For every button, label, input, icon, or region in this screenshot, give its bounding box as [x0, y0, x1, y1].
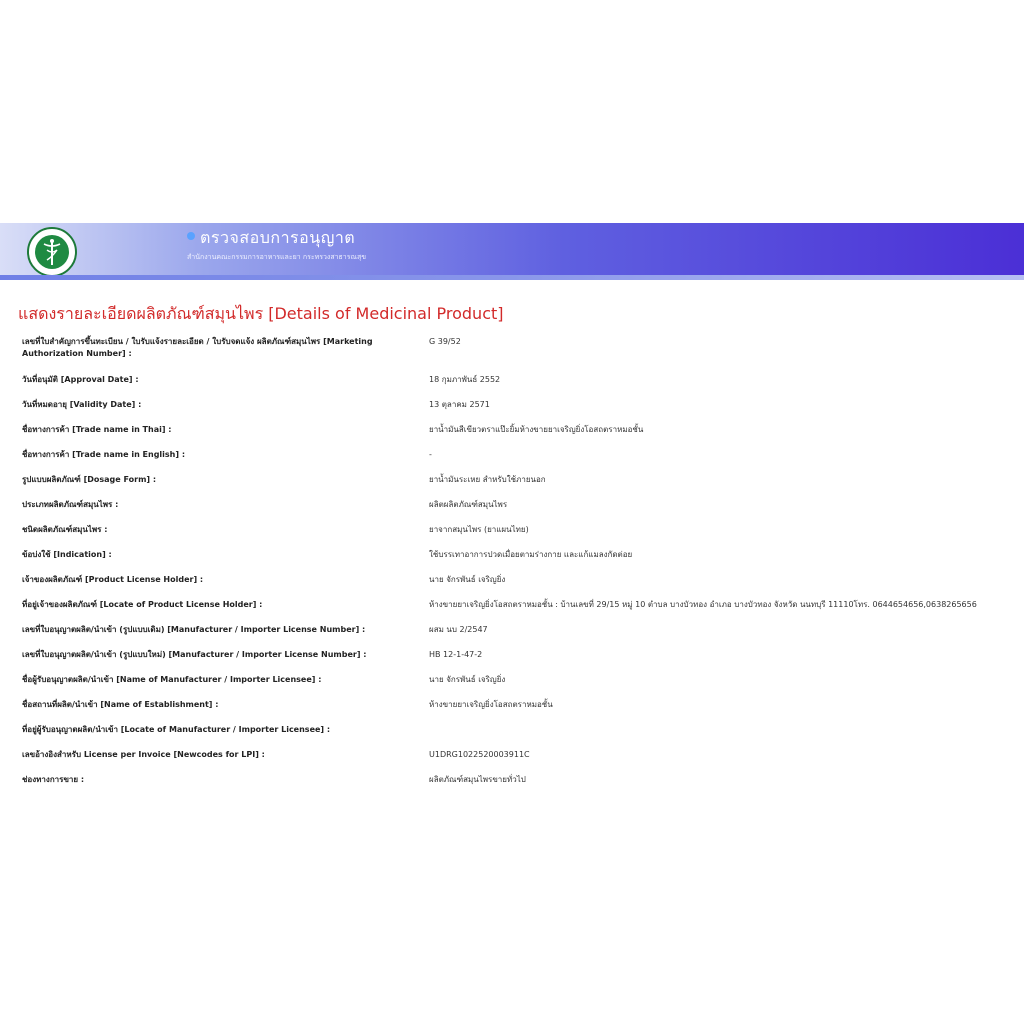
detail-label: ชื่อผู้รับอนุญาตผลิต/นำเข้า [Name of Manufacturer / Importer Licensee] : — [22, 675, 322, 684]
detail-value: นาย จักรพันธ์ เจริญยิ่ง — [429, 575, 506, 584]
detail-value: ผลิตผลิตภัณฑ์สมุนไพร — [429, 500, 508, 509]
details-heading: แสดงรายละเอียดผลิตภัณฑ์สมุนไพร [Details of Medicinal Product] — [18, 304, 504, 323]
detail-label: รูปแบบผลิตภัณฑ์ [Dosage Form] : — [22, 475, 157, 484]
detail-label: ประเภทผลิตภัณฑ์สมุนไพร : — [22, 500, 119, 509]
detail-label: เลขที่ใบอนุญาตผลิต/นำเข้า (รูปแบบเดิม) [Manufacturer / Importer License Number] : — [22, 625, 366, 634]
detail-label: วันที่หมดอายุ [Validity Date] : — [22, 400, 142, 409]
page-subtitle: สำนักงานคณะกรรมการอาหารและยา กระทรวงสาธารณสุข — [187, 253, 367, 261]
detail-value: ยาน้ำมันระเหย สำหรับใช้ภายนอก — [429, 475, 546, 484]
detail-value: ใช้บรรเทาอาการปวดเมื่อยตามร่างกาย และแก้แมลงกัดต่อย — [429, 550, 633, 559]
detail-value: - — [429, 450, 432, 459]
detail-value: G 39/52 — [429, 337, 461, 346]
detail-value: ยาน้ำมันสีเขียวตราแป๊ะยิ้มห้างขายยาเจริญยิ่งโอสถตราหมอชั้น — [429, 425, 644, 434]
detail-label: วันที่อนุมัติ [Approval Date] : — [22, 375, 139, 384]
caduceus-icon — [35, 235, 69, 269]
detail-value: ผสม นบ 2/2547 — [429, 625, 488, 634]
page-title: ตรวจสอบการอนุญาต — [200, 228, 356, 247]
banner-underline — [0, 275, 1024, 280]
detail-value: ผลิตภัณฑ์สมุนไพรขายทั่วไป — [429, 775, 526, 784]
logo-emblem — [35, 235, 69, 269]
detail-value: HB 12-1-47-2 — [429, 650, 483, 659]
detail-label: ชนิดผลิตภัณฑ์สมุนไพร : — [22, 525, 108, 534]
detail-value: นาย จักรพันธ์ เจริญยิ่ง — [429, 675, 506, 684]
detail-value: ห้างขายยาเจริญยิ่งโอสถตราหมอชั้น — [429, 700, 553, 709]
detail-label: ช่องทางการขาย : — [22, 775, 85, 784]
detail-value: 13 ตุลาคม 2571 — [429, 400, 490, 409]
detail-label: ชื่อทางการค้า [Trade name in English] : — [22, 450, 186, 459]
detail-label: เลขที่ใบอนุญาตผลิต/นำเข้า (รูปแบบใหม่) [Manufacturer / Importer License Number] : — [22, 650, 367, 659]
detail-label: ที่อยู่ผู้รับอนุญาตผลิต/นำเข้า [Locate of Manufacturer / Importer Licensee] : — [22, 725, 331, 734]
detail-label: ชื่อสถานที่ผลิต/นำเข้า [Name of Establishment] : — [22, 700, 219, 709]
detail-label: เลขอ้างอิงสำหรับ License per Invoice [Newcodes for LPI] : — [22, 750, 265, 759]
detail-label: ชื่อทางการค้า [Trade name in Thai] : — [22, 425, 172, 434]
detail-value: ยาจากสมุนไพร (ยาแผนไทย) — [429, 525, 529, 534]
detail-value: ห้างขายยาเจริญยิ่งโอสถตราหมอชั้น : บ้านเลขที่ 29/15 หมู่ 10 ตำบล บางบัวทอง อำเภอ บางบัวทอง จังหวัด นนทบุรี 11110โทร. 0644654656,0638265656 — [429, 600, 977, 609]
bullet-icon — [187, 232, 195, 240]
detail-label: ที่อยู่เจ้าของผลิตภัณฑ์ [Locate of Product License Holder] : — [22, 600, 263, 609]
ministry-of-public-health-logo[interactable] — [27, 227, 77, 277]
detail-label: เจ้าของผลิตภัณฑ์ [Product License Holder] : — [22, 575, 204, 584]
detail-value: U1DRG1022520003911C — [429, 750, 530, 759]
detail-value: 18 กุมภาพันธ์ 2552 — [429, 375, 501, 384]
header-banner — [0, 223, 1024, 280]
detail-label: ข้อบ่งใช้ [Indication] : — [22, 550, 112, 559]
detail-label: เลขที่ใบสำคัญการขึ้นทะเบียน / ใบรับแจ้งรายละเอียด / ใบรับจดแจ้ง ผลิตภัณฑ์สมุนไพร [Marketing Authorization Number] : — [22, 337, 373, 358]
